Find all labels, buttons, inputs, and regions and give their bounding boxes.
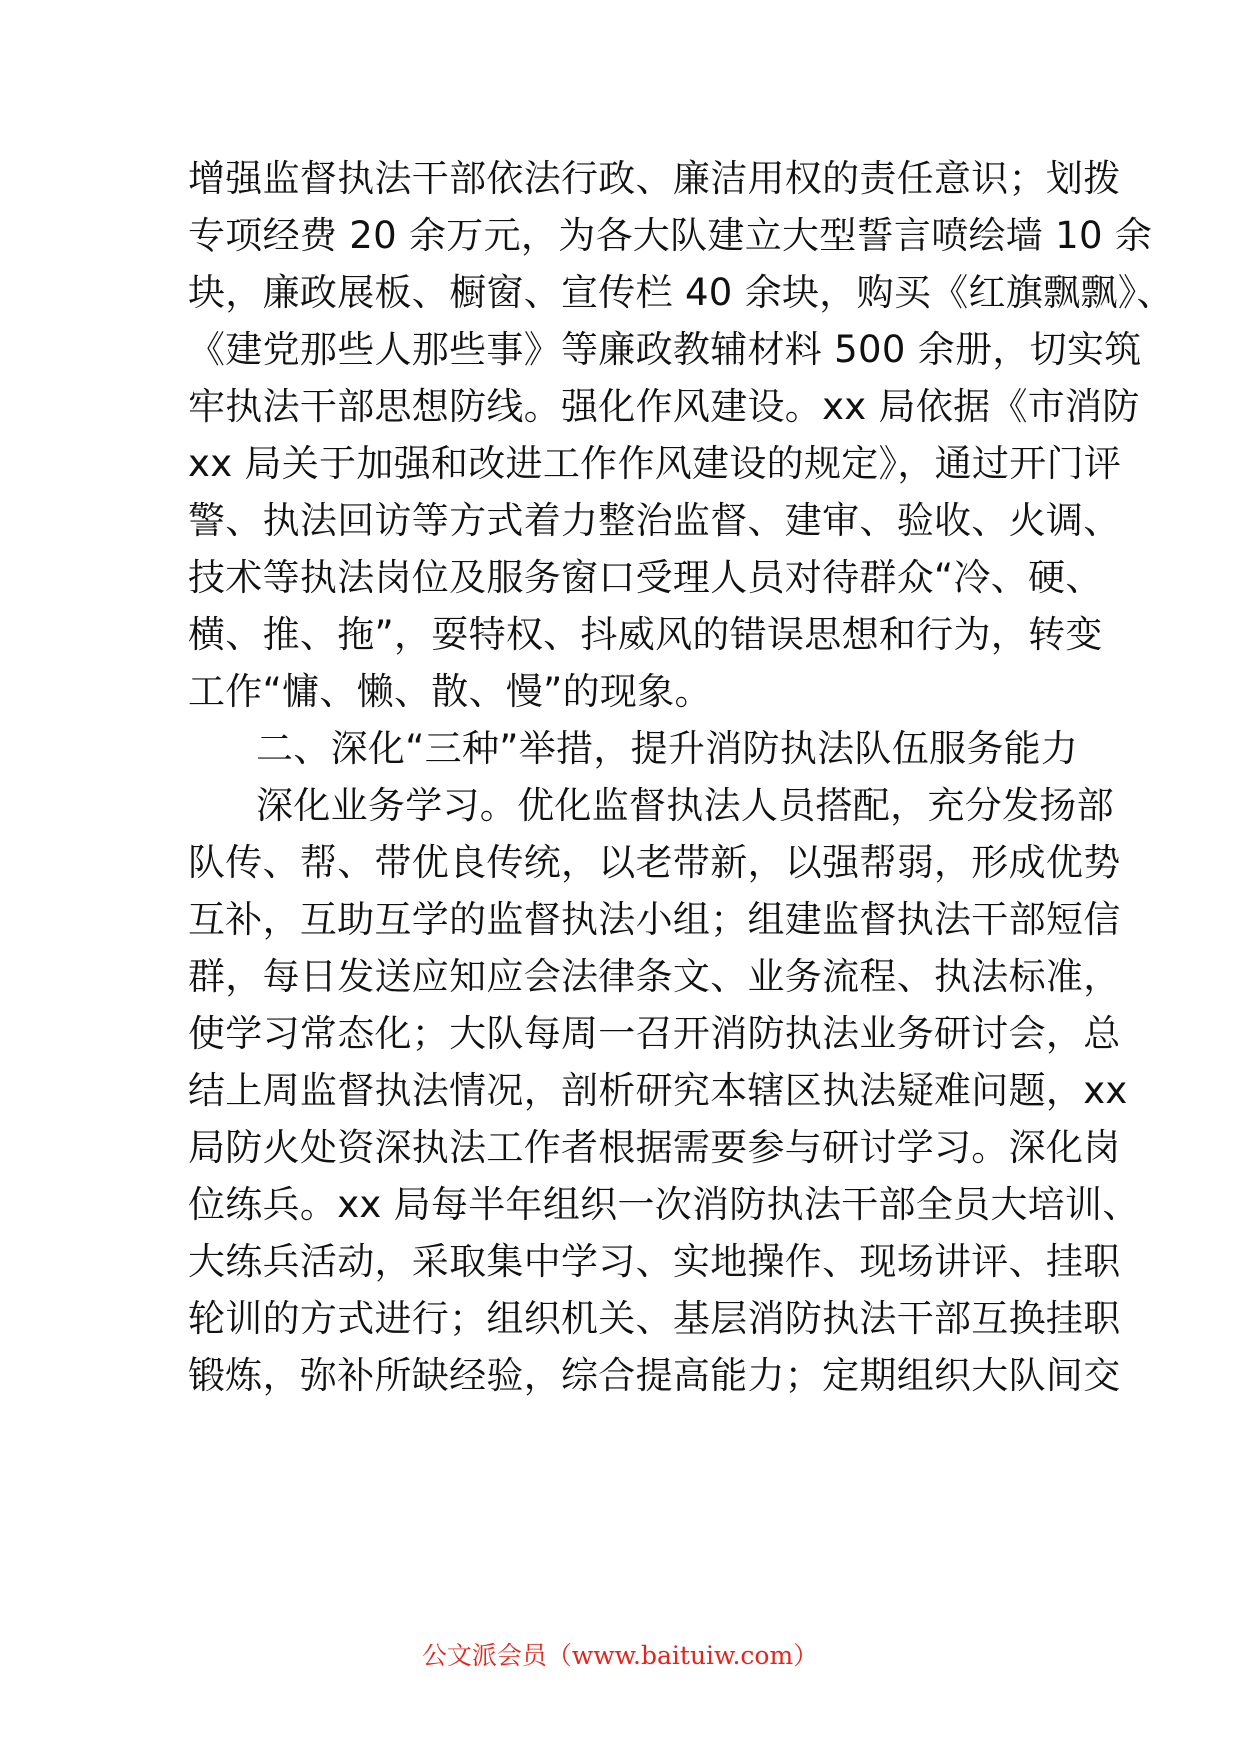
text-line: 轮训的方式进行；组织机关、基层消防执法干部互换挂职 — [188, 1297, 1121, 1340]
paragraph-first-line: 深化业务学习。优化监督执法人员搭配，充分发扬部 — [256, 784, 1114, 827]
text-line: 警、执法回访等方式着力整治监督、建审、验收、火调、 — [188, 499, 1121, 542]
text-line: 专项经费 20 余万元，为各大队建立大型誓言喷绘墙 10 余 — [188, 214, 1153, 257]
section-heading: 二、深化“三种”举措，提升消防执法队伍服务能力 — [256, 727, 1079, 770]
text-line: 互补，互助互学的监督执法小组；组建监督执法干部短信 — [188, 898, 1121, 941]
text-line: 工作“慵、懒、散、慢”的现象。 — [188, 670, 712, 713]
text-line: 队传、帮、带优良传统，以老带新，以强帮弱，形成优势 — [188, 841, 1121, 884]
text-line: 使学习常态化；大队每周一召开消防执法业务研讨会，总 — [188, 1012, 1121, 1055]
text-line: 群，每日发送应知应会法律条文、业务流程、执法标准， — [188, 955, 1121, 998]
text-line: 大练兵活动，采取集中学习、实地操作、现场讲评、挂职 — [188, 1240, 1121, 1283]
text-line: 《建党那些人那些事》等廉政教辅材料 500 余册，切实筑 — [188, 328, 1142, 371]
text-line: 牢执法干部思想防线。强化作风建设。xx 局依据《市消防 — [188, 385, 1140, 428]
text-line: 结上周监督执法情况，剖析研究本辖区执法疑难问题，xx — [188, 1069, 1128, 1112]
text-line: 块，廉政展板、橱窗、宣传栏 40 余块，购买《红旗飘飘》、 — [188, 271, 1174, 314]
text-line: 局防火处资深执法工作者根据需要参与研讨学习。深化岗 — [188, 1126, 1121, 1169]
text-line: 横、推、拖”，耍特权、抖威风的错误思想和行为，转变 — [188, 613, 1103, 656]
footer-watermark: 公文派会员（www.baituiw.com） — [421, 1641, 819, 1670]
text-line: xx 局关于加强和改进工作作风建设的规定》，通过开门评 — [188, 442, 1122, 485]
text-line: 锻炼，弥补所缺经验，综合提高能力；定期组织大队间交 — [188, 1354, 1121, 1397]
text-line: 技术等执法岗位及服务窗口受理人员对待群众“冷、硬、 — [188, 556, 1103, 599]
text-line: 位练兵。xx 局每半年组织一次消防执法干部全员大培训、 — [188, 1183, 1140, 1226]
text-line: 增强监督执法干部依法行政、廉洁用权的责任意识；划拨 — [188, 157, 1121, 200]
